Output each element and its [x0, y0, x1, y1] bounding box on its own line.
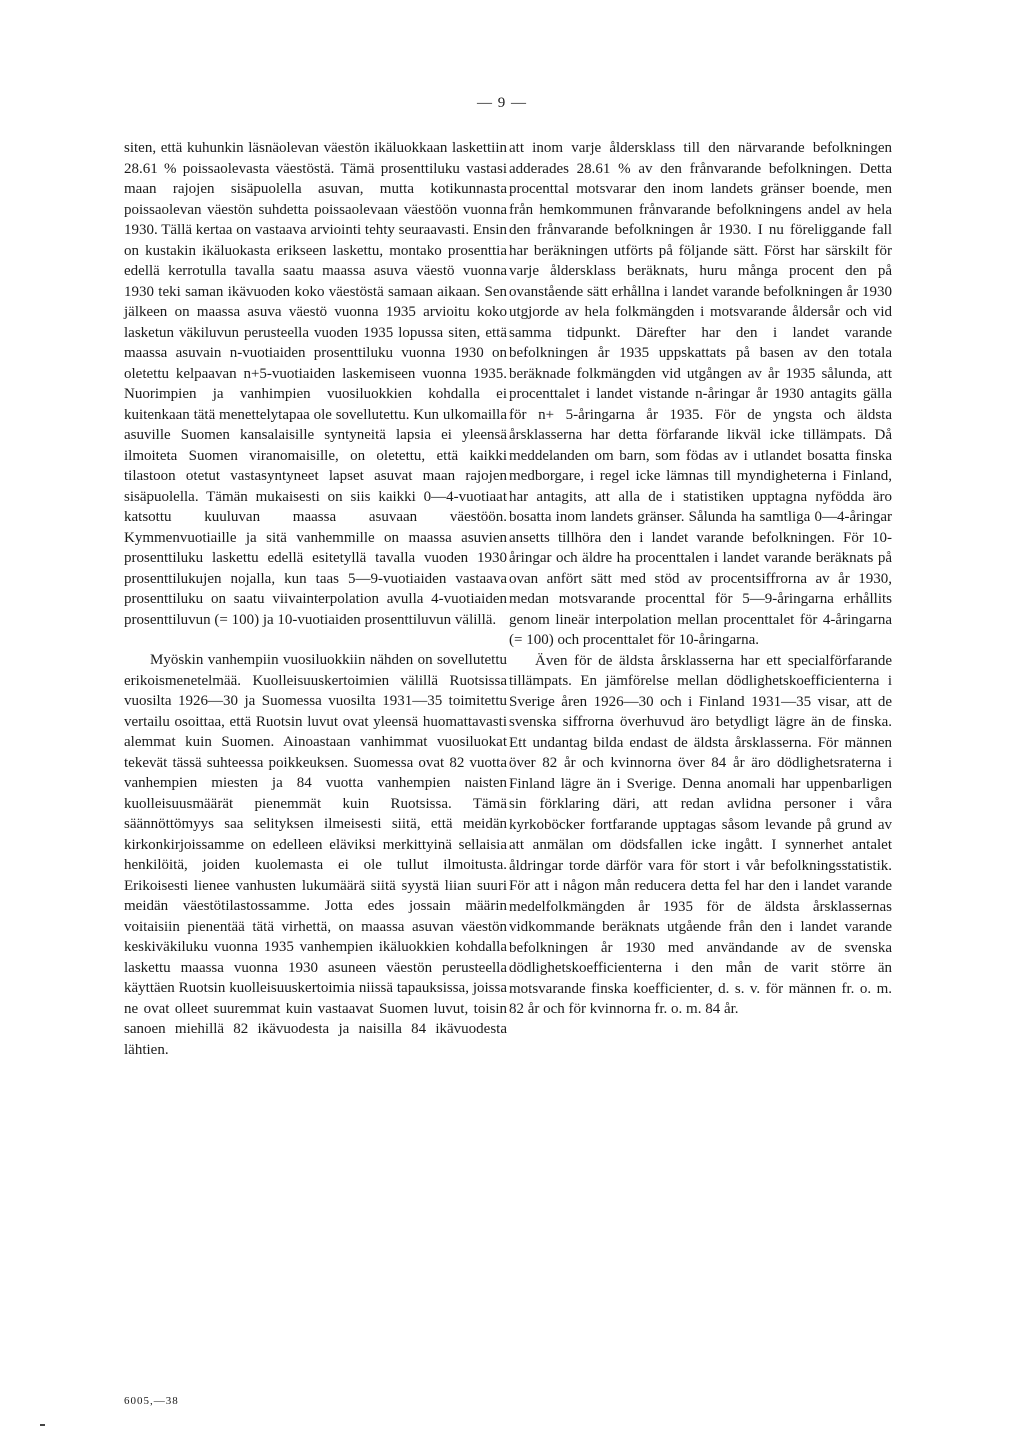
swedish-column	[509, 138, 892, 1020]
finnish-paragraph-2: Myöskin vanhempiin vuosiluokkiin nähden on sovellutettu erikoismenetelmää. Kuolleisuuskertoimien välillä Ruotsissa vuosilta 1926—30 ja Suomessa vuosilta 1931—35 toimitettu vertailu osoittaa, että Ruotsin luvut ovat yleensä huomattavasti alemmat kuin Suomen. Ainoastaan vanhimmat vuosiluokat tekevät tässä suhteessa poikkeuksen. Suomessa ovat 82 vuotta vanhempien miesten ja 84 vuotta vanhempien naisten kuolleisuusmäärät pienemmät kuin Ruotsissa. Tämä säännöttömyys saa selityksen ilmeisesti siitä, että meidän kirkonkirjoissamme on edelleen eläviksi merkittyinä sellaisia henkilöitä, joiden kuolemasta ei ole tullut ilmoitusta. Erikoisesti lienee vanhusten lukumäärä siitä syystä liian suuri meidän väestötilastossamme. Jotta edes jossain määrin voitaisiin pienentää tätä virhettä, on maassa asuvan väestön keskiväkiluku vuonna 1935 vanhempien ikäluokkien kohdalla laskettu maassa vuonna 1930 asuneen väestön perusteella käyttäen Ruotsin kuolleisuuskertoimia niissä tapauksissa, joissa ne ovat olleet suuremmat kuin vastaavat Suomen luvut, toisin sanoen miehillä 82 ikävuodesta ja naisilla 84 ikävuodesta lähtien.	[124, 652, 507, 1058]
scan-mark	[40, 1424, 45, 1426]
swedish-paragraph-2: Även för de äldsta årsklasserna har ett specialförfarande tillämpats. En jämförelse mellan dödlighetskoefficienterna i Sverige åren 1926—30 och i Finland 1931—35 visar, att de svenska siffrorna överhuvud äro betydligt lägre än de finska. Ett undantag bilda endast de äldsta årsklasserna. För männen över 82 år och kvinnorna över 84 år äro dödlighetsraterna i Finland lägre än i Sverige. Denna anomali har uppenbarligen sin förklaring däri, att redan avlidna personer i våra kyrkoböcker fortfarande upptagas såsom levande på grund av att anmälan om dödsfallen icke ingått. I synnerhet antalet åldringar torde därför vara för stort i vår befolkningsstatistik. För att i någon mån reducera detta fel har den i landet varande medelfolkmängden år 1935 för de äldsta årsklassernas vidkommande beräknats utgående från den i landet varande befolkningen år 1930 med användande av de svenska dödlighetskoefficienterna i den mån de varit större än motsvarande finska koefficienter, d. s. v. för männen fr. o. m. 82 år och för kvinnorna fr. o. m. 84 år.	[509, 652, 892, 1017]
page-number: — 9 —	[477, 95, 527, 111]
print-code: 6005,—38	[124, 1395, 179, 1407]
swedish-paragraph-1: att inom varje åldersklass till den närvarande befolkningen adderades 28.61 % av den frånvarande befolkningen. Detta procenttal motsvarar den inom landets gränser boende, men från hemkommunen frånvarande befolkningens andel av hela den frånvarande befolkningen år 1930. I nu föreliggande fall har beräkningen utförts på följande sätt. Först har särskilt för varje åldersklass beräknats, huru många procent den på ovanstående sätt erhållna i landet varande befolkningen år 1930 utgjorde av hela folkmängden i motsvarande åldersår och vid samma tidpunkt. Därefter har den i landet varande befolkningen år 1935 uppskattats på basen av den totala beräknade folkmängden vid utgången av år 1935 sålunda, att procenttalet i landet vistande n-åringar år 1930 antagits gälla för n+ 5-åringarna år 1935. För de yngsta och äldsta årsklasserna har detta förfarande likväl icke tillämpats. Då meddelanden om barn, som födas av i utlandet bosatta finska medborgare, i regel icke lämnas till myndigheterna i Finland, har antagits, att alla de i statistiken upptagna nyfödda äro bosatta inom landets gränser. Sålunda ha samtliga 0—4-åringar ansetts tillhöra den i landet varande befolkningen. För 10-åringar och äldre ha procenttalen i landet varande beräknats på ovan anfört sätt med stöd av procentsiffrorna av år 1930, medan motsvarande procenttal för 5—9-åringarna erhållits genom lineär interpolation mellan procenttalet för 4-åringarna (= 100) och procenttalet för 10-åringarna.	[509, 140, 892, 648]
finnish-paragraph-1: siten, että kuhunkin läsnäolevan väestön ikäluokkaan laskettiin 28.61 % poissaolevasta väestöstä. Tämä prosenttiluku vastasi maan rajojen sisäpuolella asuvan, mutta kotikunnasta poissaolevan väestön suhdetta poissaolevaan väestöön vuonna 1930. Tällä kertaa on vastaava arviointi tehty seuraavasti. Ensin on kustakin ikäluokasta erikseen laskettu, montako prosenttia edellä kerrotulla tavalla saatu maassa asuva väestö vuonna 1930 teki saman ikävuoden koko väestöstä samaan aikaan. Sen jälkeen on maassa asuva väestö vuonna 1935 arvioitu koko lasketun väkiluvun perusteella vuoden 1935 lopussa siten, että maassa asuvain n-vuotiaiden prosenttiluku vuonna 1930 on oletettu kelpaavan n+5-vuotiaiden laskemiseen vuonna 1935. Nuorimpien ja vanhimpien vuosiluokkien kohdalla ei kuitenkaan tätä menettelytapaa ole sovellutettu. Kun ulkomailla asuville Suomen kansalaisille syntyneitä lapsia ei yleensä ilmoiteta Suomen viranomaisille, on oletettu, että kaikki tilastoon otetut vastasyntyneet lapset asuvat maan rajojen sisäpuolella. Tämän mukaisesti on siis kaikki 0—4-vuotiaat katsottu kuuluvan maassa asuvaan väestöön. Kymmenvuotiaille ja sitä vanhemmille on maassa asuvien prosenttiluku laskettu edellä esitetyllä tavalla vuoden 1930 prosenttilukujen nojalla, kun taas 5—9-vuotiaiden vastaava prosenttiluku on saatu viivainterpolation avulla 4-vuotiaiden prosenttiluvun (= 100) ja 10-vuotiaiden prosenttiluvun välillä.	[124, 140, 507, 628]
finnish-column	[124, 138, 507, 1060]
